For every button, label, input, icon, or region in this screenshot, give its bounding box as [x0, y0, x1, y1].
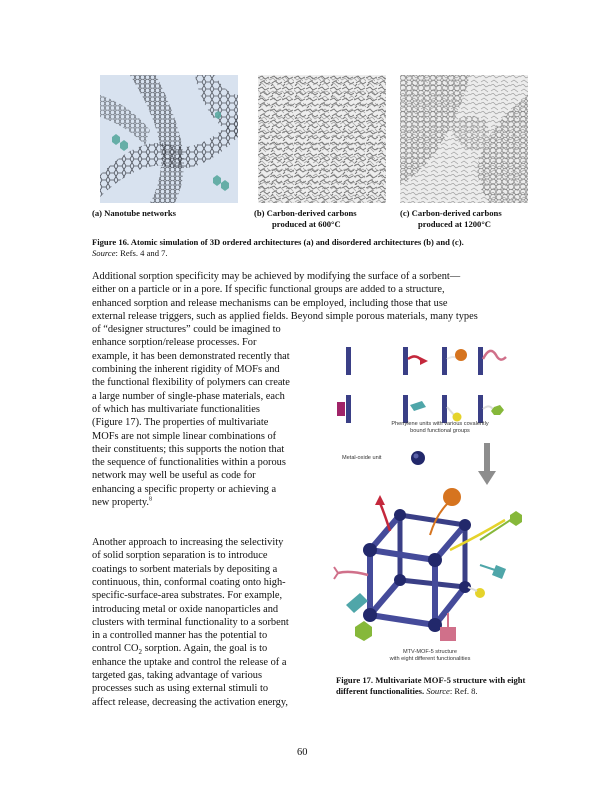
- text-line: specific-surface-area substrates. For example,: [92, 590, 283, 602]
- text-line: example, it has been demonstrated recently that: [92, 350, 290, 362]
- figure16-label-b: [254, 208, 394, 229]
- text-line: [92, 642, 267, 655]
- reference-superscript: 8: [149, 496, 153, 503]
- text-line: [92, 496, 152, 509]
- phenylene-unit-yellow: [442, 395, 462, 423]
- subscript: 2: [138, 648, 142, 657]
- figure17-label-mtv-line1: MTV-MOF-5 structure: [402, 649, 458, 655]
- text-line: (Figure 17). The properties of multivariate: [92, 417, 269, 429]
- metal-oxide-unit: [411, 451, 425, 465]
- text-span: control CO: [92, 643, 139, 655]
- text-line: the sequence of functionalities within a porous: [92, 457, 286, 469]
- figure17-caption-source-label: Source: [426, 685, 450, 696]
- figure17-caption-title: Figure 17. Multivariate MOF-5 structure with eight different functionalities.: [336, 675, 526, 696]
- text-line: enhance the uptake and control the release of a: [92, 656, 287, 668]
- text-line: the functional flexibility of polymers can create: [92, 377, 290, 389]
- text-line: introducing metal or oxide nanoparticles and: [92, 603, 279, 615]
- text-line: continuous, thin, conformal coating onto high-: [92, 576, 286, 588]
- text-line: a large number of single-phase materials, each: [92, 390, 285, 402]
- phenylene-unit-magenta: [337, 395, 351, 423]
- figure16-caption-source-text: : Refs. 4 and 7.: [115, 247, 168, 258]
- figure16-image-a: [100, 75, 238, 203]
- text-line: combining the inherent rigidity of MOFs and: [92, 364, 280, 376]
- phenylene-unit-pink: [478, 347, 506, 375]
- text-line: enhanced sorption and release mechanisms can be employed, including those that use: [92, 297, 448, 309]
- text-line: affect release, decreasing the activation energy,: [92, 696, 288, 708]
- figure17-diagram: [330, 335, 530, 670]
- figure17-caption-source-text: : Ref. 8.: [449, 685, 478, 696]
- phenylene-unit-orange: [442, 347, 467, 375]
- text-line: of solid sorption separation is to introduce: [92, 550, 268, 562]
- text-line: coatings to sorbent materials by depositing a: [92, 563, 278, 575]
- down-arrow-icon: [478, 443, 496, 485]
- phenylene-unit-plain: [346, 347, 351, 375]
- figure16-label-c: [400, 208, 540, 229]
- figure16-caption: [92, 237, 542, 258]
- figure16-label-b-line2: produced at 600°C: [272, 218, 341, 229]
- figure17-label-phenylene-line1: Phenylene units with various covalently: [391, 421, 489, 427]
- figure17-label-phenylene: [360, 421, 520, 435]
- text-span: sorption. Again, the goal is to: [141, 643, 268, 655]
- phenylene-unit-red: [403, 347, 428, 375]
- text-line: external release triggers, such as applied fields. Beyond simple porous materials, many types: [92, 310, 478, 322]
- phenylene-unit-green: [478, 395, 504, 423]
- text-span: new property.: [92, 497, 150, 509]
- text-line: targeted gas, taking advantage of various: [92, 670, 263, 681]
- figure16-label-b-line1: (b) Carbon-derived carbons: [254, 208, 357, 218]
- figure17-caption: [336, 675, 536, 696]
- figure16-label-c-line2: produced at 1200°C: [418, 218, 491, 229]
- figure16-caption-source-label: Source: [92, 247, 116, 258]
- text-line: their constituents; this supports the notion that: [92, 443, 285, 455]
- text-line: Another approach to increasing the selectivity: [92, 537, 284, 548]
- text-line: clusters with terminal functionality to a sorbent: [92, 616, 289, 628]
- figure16-caption-title: Figure 16. Atomic simulation of 3D ordered architectures (a) and disordered architectures (b) and (c).: [92, 237, 464, 247]
- text-line: Additional sorption specificity may be achieved by modifying the surface of a sorbent—: [92, 271, 461, 282]
- text-line: in a controlled manner has the potential to: [92, 630, 268, 642]
- figure17-label-phenylene-line2: bound functional groups: [410, 428, 470, 434]
- figure16-label-a: (a) Nanotube networks: [92, 208, 177, 218]
- figure16-image-b: [258, 75, 386, 203]
- text-line: of “designer structures” could be imagined to: [92, 324, 281, 336]
- text-line: either on a particle or in a pore. If specific functional groups are added to a structure,: [92, 284, 445, 296]
- figure16-label-c-line1: (c) Carbon-derived carbons: [400, 208, 502, 218]
- text-line: MOFs are not simple linear combinations of: [92, 430, 277, 442]
- text-line: processes such as using external stimuli to: [92, 683, 269, 695]
- figure17-label-metal-oxide: Metal-oxide unit: [342, 455, 382, 461]
- figure17-label-mtv-line2: with eight different functionalities: [389, 656, 471, 662]
- page-number: 60: [297, 747, 308, 758]
- figure17-label-mtv: [360, 649, 500, 663]
- phenylene-unit-teal: [403, 395, 426, 423]
- text-line: network may well be useful as code for: [92, 470, 256, 482]
- mtv-mof5-structure: [334, 488, 522, 641]
- text-line: of which has multivariate functionalities: [92, 403, 260, 415]
- text-line: enhance sorption/release processes. For: [92, 337, 257, 349]
- text-line: enhancing a specific property or achieving a: [92, 483, 277, 495]
- figure16-image-c: [400, 75, 528, 203]
